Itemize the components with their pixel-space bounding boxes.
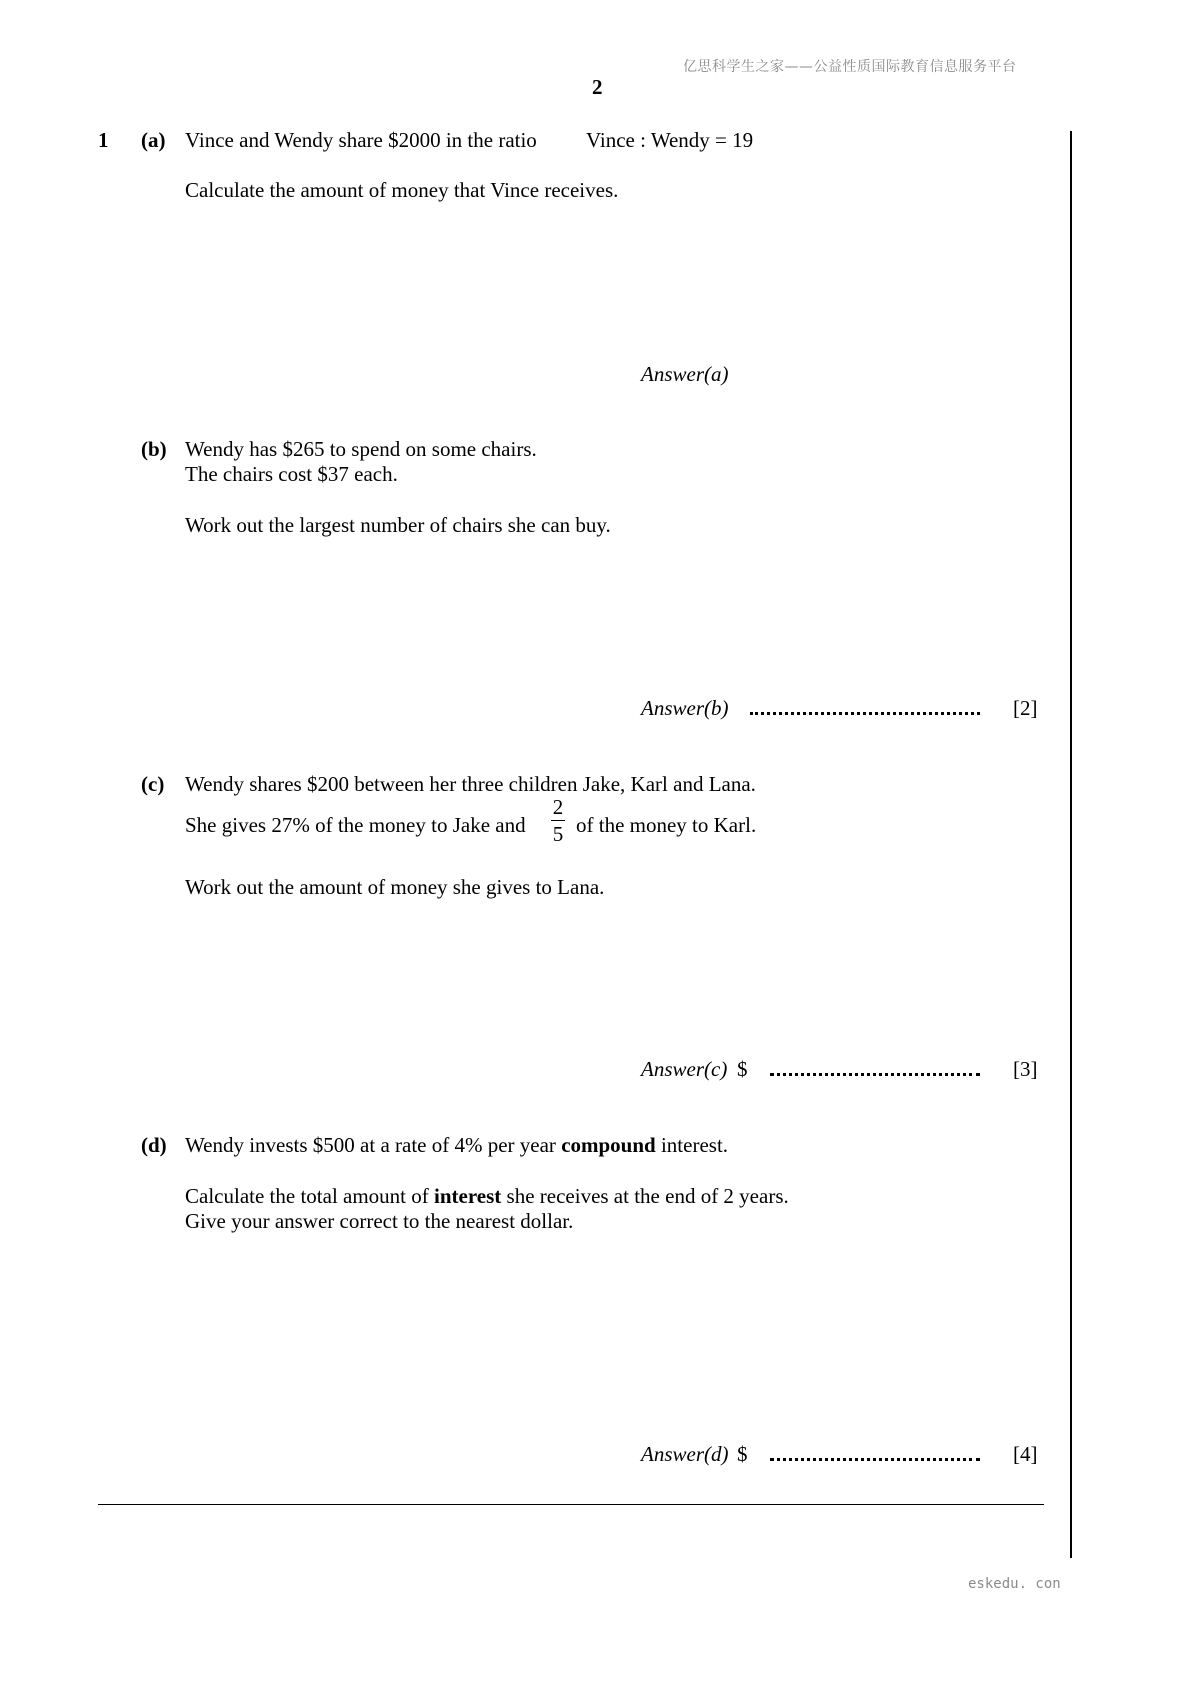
part-c-text-line2-part1: She gives 27% of the money to Jake and — [185, 813, 526, 837]
part-d-line2-bold: interest — [434, 1184, 502, 1208]
fraction-numerator: 2 — [552, 795, 564, 819]
marks-d: [4] — [1013, 1442, 1038, 1466]
answer-c-label: Answer(c) — [641, 1057, 728, 1081]
part-d-text-line3: Give your answer correct to the nearest dollar. — [185, 1209, 574, 1233]
part-label-a: (a) — [141, 128, 166, 152]
part-label-d: (d) — [141, 1133, 167, 1157]
page-number: 2 — [592, 75, 603, 99]
fraction-denominator: 5 — [552, 822, 564, 846]
part-d-line2-part2: she receives at the end of 2 years. — [506, 1184, 789, 1208]
part-d-text-line2 — [185, 1183, 789, 1209]
answer-c-currency: $ — [737, 1057, 748, 1081]
part-d-text-line1 — [185, 1132, 728, 1158]
part-d-line1-part2: interest. — [660, 1133, 729, 1157]
answer-c-line[interactable] — [770, 1073, 980, 1076]
answer-b-label: Answer(b) — [641, 696, 729, 720]
part-a-ratio: Vince : Wendy = 19 — [586, 128, 754, 152]
part-c-text-line3: Work out the amount of money she gives to Lana. — [185, 875, 605, 899]
header-watermark: 亿思科学生之家——公益性质国际教育信息服务平台 — [683, 59, 1017, 75]
answer-a-label: Answer(a) — [641, 362, 729, 386]
footer-watermark: eskedu. con — [968, 1576, 1061, 1592]
part-c-text-line1: Wendy shares $200 between her three children Jake, Karl and Lana. — [185, 772, 756, 796]
marks-b: [2] — [1013, 696, 1038, 720]
answer-b-line[interactable] — [750, 712, 980, 715]
section-divider — [98, 1504, 1044, 1505]
part-b-text-line2: The chairs cost $37 each. — [185, 462, 398, 486]
answer-d-label: Answer(d) — [641, 1442, 729, 1466]
part-label-b: (b) — [141, 437, 167, 461]
margin-rule — [1070, 131, 1072, 1558]
part-d-line2-part1: Calculate the total amount of — [185, 1184, 429, 1208]
part-label-c: (c) — [141, 772, 165, 796]
fraction-bar — [551, 820, 565, 821]
part-a-text-line2: Calculate the amount of money that Vince receives. — [185, 178, 619, 202]
part-a-text-line1: Vince and Wendy share $2000 in the ratio — [185, 128, 537, 152]
part-b-text-line3: Work out the largest number of chairs she can buy. — [185, 513, 611, 537]
part-d-line1-part1: Wendy invests $500 at a rate of 4% per year — [185, 1133, 556, 1157]
answer-d-line[interactable] — [770, 1458, 980, 1461]
part-c-text-line2-part2: of the money to Karl. — [576, 813, 757, 837]
question-number: 1 — [98, 128, 109, 152]
marks-c: [3] — [1013, 1057, 1038, 1081]
part-b-text-line1: Wendy has $265 to spend on some chairs. — [185, 437, 537, 461]
part-d-line1-bold: compound — [561, 1133, 656, 1157]
answer-d-currency: $ — [737, 1442, 748, 1466]
